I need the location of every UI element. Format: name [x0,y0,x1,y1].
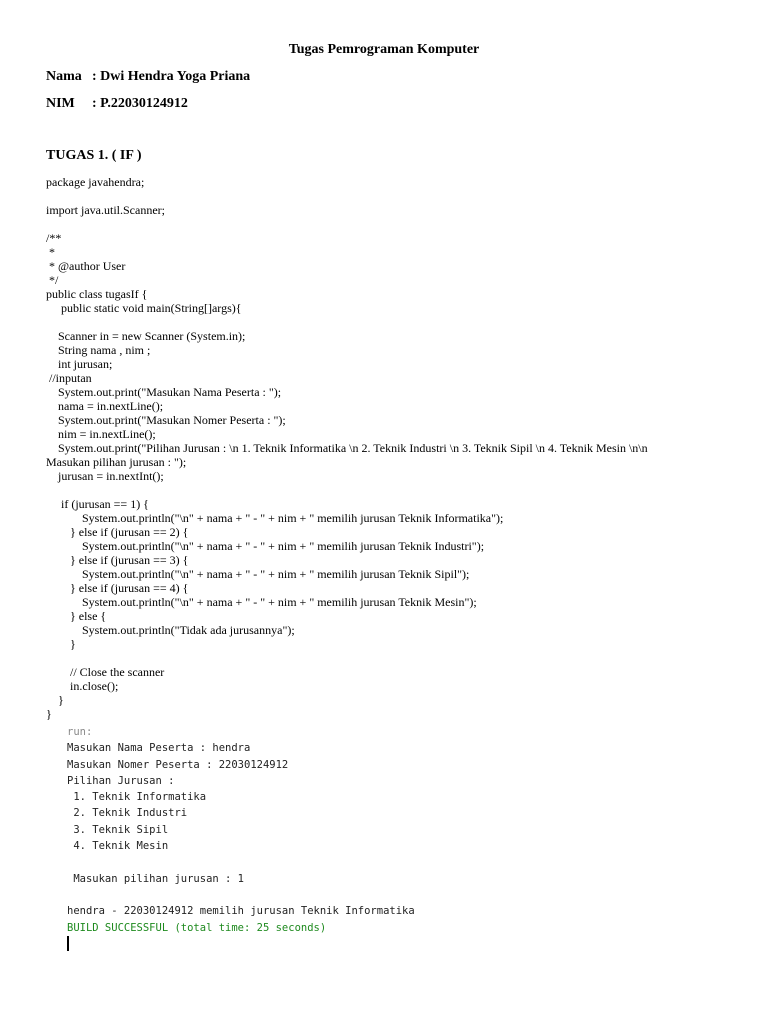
code-line: Masukan pilihan jurusan : "); [46,455,187,469]
code-line: nim = in.nextLine(); [46,427,156,441]
nama-row [46,69,250,85]
code-line [46,651,736,665]
code-line: } [46,693,64,707]
nim-value: : P.22030124912 [92,96,188,111]
code-line: // Close the scanner [46,665,165,679]
code-line: public static void main(String[]args){ [46,301,242,315]
code-line: Scanner in = new Scanner (System.in); [46,329,246,343]
code-line: System.out.println("\n" + nama + " - " + nim + " memilih jurusan Teknik Sipil"); [46,567,470,581]
code-line: public class tugasIf { [46,287,148,301]
code-line: } else if (jurusan == 3) { [46,553,189,567]
code-line [46,315,736,329]
code-line: } [46,637,76,651]
code-line: jurusan = in.nextInt(); [46,469,164,483]
code-line: //inputan [46,371,92,385]
console-line [67,854,415,870]
console-line: 2. Teknik Industri [67,807,188,820]
code-line: System.out.print("Pilihan Jurusan : \n 1. Teknik Informatika \n 2. Teknik Industri \n 3. Teknik Sipil \n 4. Teknik Mesin \n\n [46,441,648,455]
nama-label: Nama [46,69,82,84]
console-line: Pilihan Jurusan : [67,774,175,787]
code-line: System.out.print("Masukan Nomer Peserta : "); [46,413,286,427]
console-line: 1. Teknik Informatika [67,791,207,804]
console-line: hendra - 22030124912 memilih jurusan Teknik Informatika [67,905,415,918]
console-line: 4. Teknik Mesin [67,840,169,853]
code-line: /** [46,231,62,245]
code-line: System.out.println("\n" + nama + " - " + nim + " memilih jurusan Teknik Industri"); [46,539,485,553]
nim-row [46,96,188,112]
console-line: Masukan pilihan jurusan : 1 [67,872,245,885]
code-line: System.out.println("Tidak ada jurusannya"); [46,623,295,637]
build-status: BUILD SUCCESSFUL (total time: 25 seconds) [67,921,327,934]
code-line [46,483,736,497]
code-line: * @author User [46,259,126,273]
code-line: String nama , nim ; [46,343,151,357]
code-line: int jurusan; [46,357,113,371]
nama-value: : Dwi Hendra Yoga Priana [92,69,251,84]
console-line [67,887,415,903]
console-output [67,724,415,952]
document-title: Tugas Pemrograman Komputer [288,42,480,57]
code-line: */ [46,273,59,287]
code-line: System.out.println("\n" + nama + " - " + nim + " memilih jurusan Teknik Mesin"); [46,595,477,609]
code-line [46,189,736,203]
console-run-label: run: [67,726,93,738]
code-line [46,217,736,231]
console-cursor-line [67,936,415,952]
code-line: if (jurusan == 1) { [46,497,149,511]
code-line: * [46,245,55,259]
code-line: System.out.println("\n" + nama + " - " + nim + " memilih jurusan Teknik Informatika"); [46,511,504,525]
code-line: } [46,707,52,721]
code-line: package javahendra; [46,175,145,189]
java-code-block [46,175,736,721]
code-line: System.out.print("Masukan Nama Peserta : "); [46,385,282,399]
code-line: } else { [46,609,107,623]
code-line: } else if (jurusan == 2) { [46,525,189,539]
nim-label: NIM [46,96,75,111]
console-line: Masukan Nomer Peserta : 22030124912 [67,758,289,771]
console-line: Masukan Nama Peserta : hendra [67,742,251,755]
text-cursor [67,936,69,951]
console-line: 3. Teknik Sipil [67,823,169,836]
code-line: } else if (jurusan == 4) { [46,581,189,595]
code-line: in.close(); [46,679,119,693]
code-line: import java.util.Scanner; [46,203,165,217]
code-line: nama = in.nextLine(); [46,399,164,413]
console-output-lines [67,740,415,919]
section-heading: TUGAS 1. ( IF ) [46,148,142,163]
